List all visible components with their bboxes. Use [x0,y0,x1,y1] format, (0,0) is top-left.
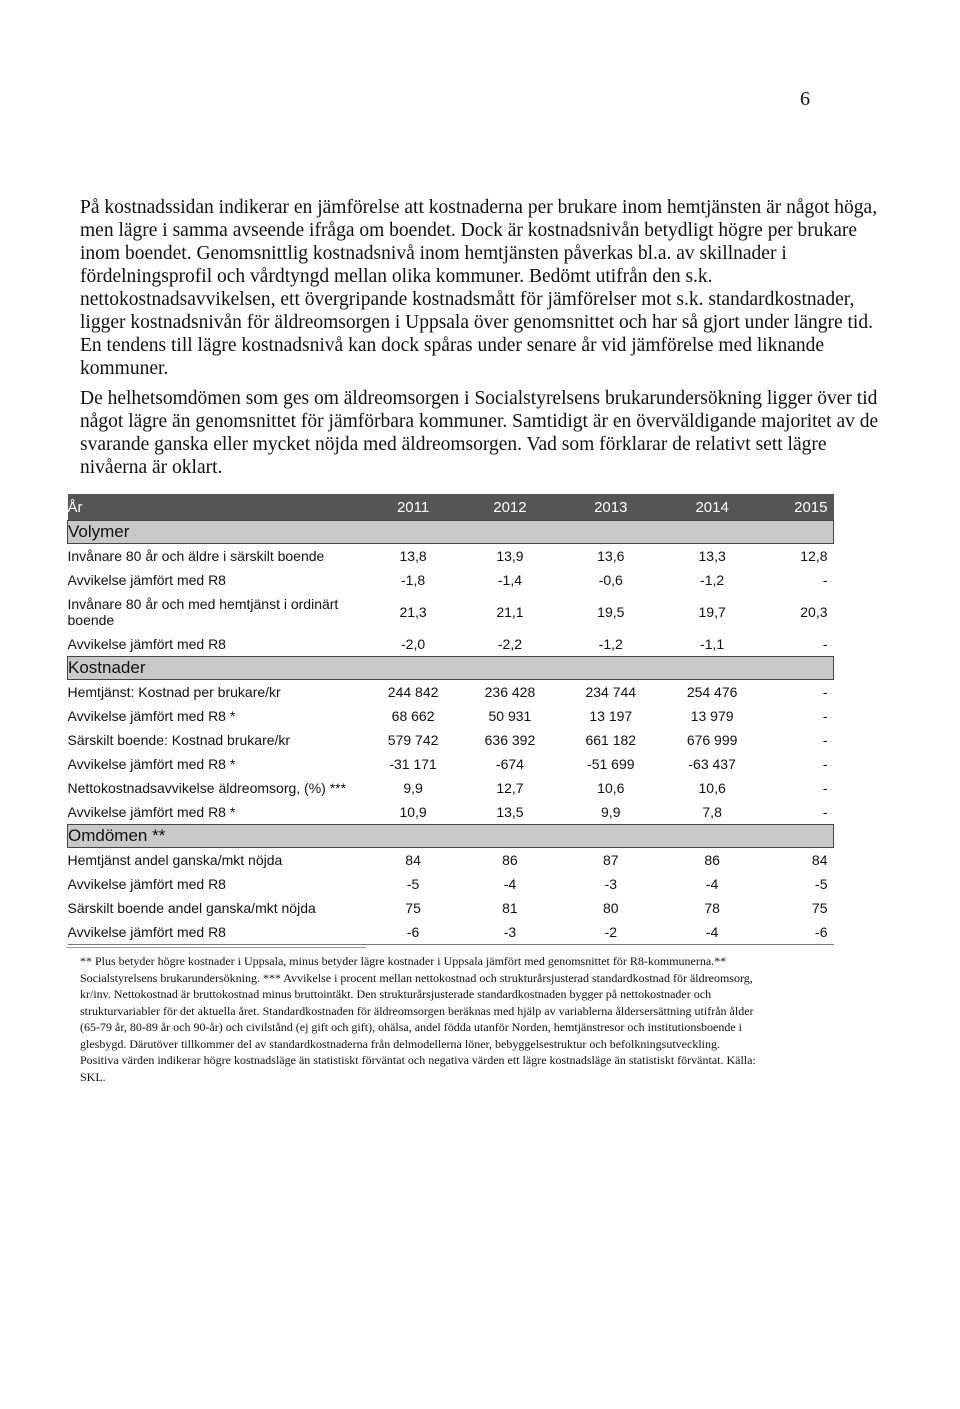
table-cell: 87 [602,852,619,868]
row-label: Avvikelse jämfört med R8 [67,924,226,940]
footnote-line: Socialstyrelsens brukarundersökning. *** Avvikelse i procent mellan nettokostnad och strukturårsjusterad standardkostnad för äldreomsorg, [80,970,753,985]
table-cell: -2,0 [401,636,426,652]
table-cell: 13,8 [399,548,427,564]
table-cell: 86 [704,852,720,868]
row-label: Invånare 80 år och äldre i särskilt boende [67,548,325,564]
paragraph-line: nettokostnadsavvikelsen, ett övergripande kostnadsmått för jämförelser mot s.k. standardkostnader, [80,289,855,310]
table-cell: 636 392 [484,732,536,748]
table-cell: 244 842 [387,684,439,700]
footnote-divider [66,947,366,948]
table-cell: 21,1 [496,604,524,620]
paragraph-costs [80,196,878,380]
table-cell: 12,8 [800,548,828,564]
table-row [68,872,834,896]
section-title: Kostnader [68,657,834,680]
table-cell: 86 [502,852,518,868]
table-cell: -6 [815,924,828,940]
table-cell: -6 [406,924,420,940]
table-cell: -4 [705,876,719,892]
table-cell: 10,9 [399,804,427,820]
paragraph-line: På kostnadssidan indikerar en jämförelse att kostnaderna per brukare inom hemtjänsten är något höga, [80,197,878,218]
row-label: Avvikelse jämfört med R8 [67,876,226,892]
section-header-row [68,521,834,544]
table-cell: -2,2 [497,636,522,652]
table-cell: -5 [406,876,420,892]
table-cell: -2 [604,924,617,940]
table-cell: - [822,636,828,652]
statistics-table [67,494,834,945]
table-cell: 20,3 [800,604,828,620]
table-cell: -31 171 [389,756,437,772]
table-cell: 10,6 [597,780,625,796]
table-cell: -1,2 [598,636,623,652]
table-cell: -5 [815,876,828,892]
table-cell: 676 999 [686,732,738,748]
table-cell: -674 [495,756,524,772]
table-row [68,848,834,873]
year-column-header: 2014 [661,494,764,521]
row-label: Avvikelse jämfört med R8 [67,636,226,652]
table-cell: 80 [602,900,619,916]
table-cell: -0,6 [598,572,623,588]
year-header: År [68,494,368,521]
table-cell: -1,8 [401,572,426,588]
table-cell: -4 [503,876,517,892]
footnote-line: kr/inv. Nettokostnad är bruttokostnad minus bruttointäkt. Den strukturårsjusterade standardkostnaden bygger på nettokostnader och [80,987,712,1001]
paragraph-line: fördelningsprofil och vårdtyngd mellan olika kommuner. Bedömt utifrån den s.k. [80,266,713,287]
table-header-row [68,494,834,521]
table-cell: 13,9 [496,548,524,564]
row-label: Avvikelse jämfört med R8 * [67,756,236,772]
table-cell: 84 [405,852,421,868]
table-cell: 84 [811,852,828,868]
paragraph-line: något lägre än genomsnittet för jämförbara kommuner. Samtidigt är en överväldigande majoritet av de [80,411,879,432]
footnote-line: (65-79 år, 80-89 år och 90-år) och civilstånd (ej gift och gift), ohälsa, andel födda utanför Norden, hemtjänstresor och institutionsboende i [80,1020,742,1034]
table-cell: 81 [502,900,518,916]
table-cell: 19,5 [597,604,625,620]
table-cell: 21,3 [399,604,427,620]
table-cell: - [822,804,828,820]
table-cell: -1,1 [700,636,725,652]
table-cell: 78 [704,900,720,916]
year-column-header: 2011 [367,494,459,521]
paragraph-line: nivåerna är oklart. [80,457,223,478]
section-title: Omdömen ** [68,825,834,848]
row-label: Hemtjänst: Kostnad per brukare/kr [67,684,281,700]
year-column-header: 2013 [561,494,661,521]
paragraph-line: ligger kostnadsnivån för äldreomsorgen i Uppsala över genomsnittet och har så gjort under längre tid. [80,312,873,333]
section-title: Volymer [68,521,834,544]
table-cell: 13,3 [698,548,726,564]
row-label: Hemtjänst andel ganska/mkt nöjda [67,852,283,868]
table-cell: 75 [811,900,828,916]
page-number: 6 [800,88,810,110]
table-cell: 68 662 [391,708,435,724]
table-cell: - [822,684,828,700]
paragraph-assessments [80,387,879,479]
table-row [68,920,834,945]
table-row [68,592,834,632]
table-cell: - [822,732,828,748]
paragraph-line: En tendens till lägre kostnadsnivå kan dock spåras under senare år vid jämförelse med liknande [80,335,825,356]
table-row [68,800,834,825]
table-cell: -63 437 [688,756,736,772]
table-cell: 50 931 [488,708,532,724]
paragraph-line: De helhetsomdömen som ges om äldreomsorgen i Socialstyrelsens brukarundersökning ligger över tid [80,388,878,409]
row-label: Särskilt boende andel ganska/mkt nöjda [67,900,316,916]
table-cell: 9,9 [403,780,423,796]
table-cell: 579 742 [387,732,439,748]
table-cell: -1,4 [497,572,522,588]
footnote-line: strukturvariabler för det aktuella året. Standardkostnaden för äldreomsorgen beräknas med hjälp av variablerna åldersersättning utifrån ålder [80,1003,754,1018]
table-row [68,632,834,657]
footnote-line: glesbygd. Därutöver tillkommer del av standardkostnaderna från delmodellerna löner, bebyggelsestruktur och befolkningsutveckling. [80,1036,721,1051]
table-row [68,728,834,752]
table-cell: 12,7 [496,780,524,796]
table-cell: -3 [604,876,617,892]
row-label: Nettokostnadsavvikelse äldreomsorg, (%) *** [67,780,347,796]
paragraph-line: kommuner. [80,358,169,379]
table-cell: -4 [705,924,719,940]
table-cell: -1,2 [700,572,725,588]
paragraph-line: svarande ganska eller mycket nöjda med äldreomsorgen. Vad som förklarar de relativt sett lägre [80,434,827,455]
table-cell: 13,6 [597,548,625,564]
table-cell: - [822,780,828,796]
section-header-row [68,657,834,680]
year-column-header: 2015 [764,494,834,521]
table-cell: 13,5 [496,804,524,820]
table-cell: 236 428 [484,684,536,700]
row-label: Invånare 80 år och med hemtjänst i ordinärt boende [67,596,339,628]
table-cell: 254 476 [686,684,738,700]
table-row [68,752,834,776]
paragraph-line: inom boendet. Genomsnittlig kostnadsnivå inom hemtjänsten påverkas bl.a. av skillnader i [80,243,787,264]
table-cell: 19,7 [698,604,726,620]
table-row [68,704,834,728]
table-cell: -3 [503,924,517,940]
row-label: Avvikelse jämfört med R8 [67,572,226,588]
table-cell: 10,6 [698,780,726,796]
footnote-line: Positiva värden indikerar högre kostnadsläge än statistiskt förväntat och negativa värden ett lägre kostnadsläge än statistiskt förväntat. Källa: [80,1053,756,1067]
table-cell: 75 [405,900,421,916]
table-row [68,776,834,800]
section-header-row [68,825,834,848]
table-cell: 13 197 [589,708,633,724]
table-row [68,680,834,705]
footnote [80,953,840,1085]
table-cell: - [822,756,828,772]
table-cell: - [822,708,828,724]
table-cell: - [822,572,828,588]
table-cell: 13 979 [690,708,734,724]
table-cell: 9,9 [601,804,621,820]
table-row [68,568,834,592]
footnote-line: SKL. [80,1069,106,1084]
row-label: Avvikelse jämfört med R8 * [67,804,236,820]
row-label: Avvikelse jämfört med R8 * [67,708,236,724]
table-row [68,544,834,569]
table-row [68,896,834,920]
table-cell: 7,8 [702,804,722,820]
table-cell: 661 182 [585,732,637,748]
paragraph-line: men lägre i samma avseende ifråga om boendet. Dock är kostnadsnivån betydligt högre per brukare [80,220,858,241]
table-cell: 234 744 [585,684,637,700]
year-column-header: 2012 [459,494,561,521]
table-cell: -51 699 [587,756,635,772]
row-label: Särskilt boende: Kostnad brukare/kr [67,732,291,748]
footnote-line: ** Plus betyder högre kostnader i Uppsala, minus betyder lägre kostnader i Uppsala jämfört med genomsnittet för R8-kommunerna.** [80,954,727,968]
